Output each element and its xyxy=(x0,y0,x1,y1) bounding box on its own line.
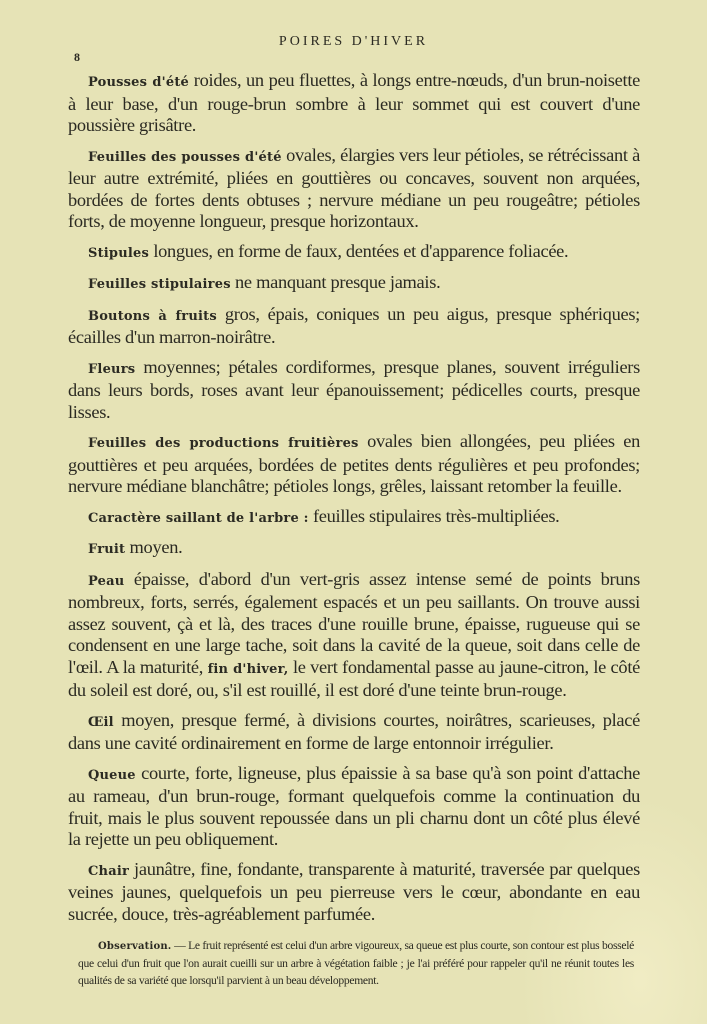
term: Fleurs xyxy=(88,361,136,377)
term: Peau xyxy=(88,573,125,589)
term: Caractère saillant de l'arbre : xyxy=(88,510,309,526)
description: gros, épais, coniques un peu aigus, presque sphériques; écailles d'un marron-noirâtre. xyxy=(68,303,640,347)
term-emphasis: fin d'hiver, xyxy=(207,661,289,677)
paragraph-feuilles-pousses xyxy=(68,145,640,233)
paragraph-stipules xyxy=(68,241,640,265)
page-body xyxy=(68,70,640,997)
description: épaisse, d'abord d'un vert-gris assez intense semé de points bruns nombreux, forts, serrés, également espacés et un peu saillants. On trouve aussi assez souvent, çà et là, des traces d'une rouille brune, épaisse, rugueuse qui se condensent en une large tache, soit dans la cavité de la queue, soit dans celle de l'œil. A la maturité, xyxy=(68,568,640,677)
running-header: POIRES D'HIVER xyxy=(278,34,429,49)
term: Œil xyxy=(88,714,114,730)
paragraph-peau xyxy=(68,569,640,702)
term: Chair xyxy=(88,863,130,879)
term: Fruit xyxy=(88,542,126,557)
paragraph-boutons xyxy=(68,304,640,349)
paragraph-fruit xyxy=(68,537,640,561)
paragraph-pousses xyxy=(68,70,640,137)
term: Feuilles stipulaires xyxy=(88,277,231,292)
description: le vert fondamental passe au jaune-citron, le côté du soleil est doré, ou, s'il est rouillé, il est doré d'une teinte brun-rouge. xyxy=(68,656,640,700)
description: moyennes; pétales cordiformes, presque planes, souvent irréguliers dans leurs bords, roses avant leur épanouissement; pédicelles courts, presque lisses. xyxy=(68,356,640,422)
description: jaunâtre, fine, fondante, transparente à maturité, traversée par quelques veines jaunes, quelquefois un peu pierreuse vers le cœur, abondante en eau sucrée, douce, très-agréablement parfumée. xyxy=(68,858,640,924)
description: moyen. xyxy=(125,537,183,557)
term: Observation. xyxy=(98,941,172,952)
term: Queue xyxy=(88,767,136,783)
description: courte, forte, ligneuse, plus épaissie à sa base qu'à son point d'attache au rameau, d'un brun-rouge, formant quelquefois comme la continuation du fruit, mais le plus souvent repoussée dans un pli charnu dont un côté plus élevé la rejette un peu obliquement. xyxy=(68,762,640,849)
description: longues, en forme de faux, dentées et d'apparence foliacée. xyxy=(149,240,569,261)
paragraph-oeil xyxy=(68,710,640,755)
description: roides, un peu fluettes, à longs entre-nœuds, d'un brun-noisette à leur base, d'un rouge-brun sombre à leur sommet qui est couvert d'une poussière grisâtre. xyxy=(68,70,640,135)
paragraph-fleurs xyxy=(68,357,640,424)
term: Feuilles des productions fruitières xyxy=(88,436,359,451)
description: feuilles stipulaires très-multipliées. xyxy=(308,505,560,526)
paragraph-caractere xyxy=(68,506,640,530)
page-number: 8 xyxy=(74,50,80,64)
paragraph-queue xyxy=(68,763,640,851)
description: ne manquant presque jamais. xyxy=(230,272,441,292)
paragraph-feuilles-productions xyxy=(68,431,640,498)
description: moyen, presque fermé, à divisions courtes, noirâtres, scarieuses, placé dans une cavité ordinairement en forme de large entonnoir irrégulier. xyxy=(68,709,640,753)
term: Feuilles des pousses d'été xyxy=(88,149,282,165)
term: Stipules xyxy=(88,245,150,261)
term: Boutons à fruits xyxy=(88,308,217,324)
description: ovales bien allongées, peu pliées en gouttières et peu arquées, bordées de petites dents régulières et peu profondes; nervure médiane blanchâtre; pétioles longs, grêles, laissant retomber la feuille. xyxy=(68,431,640,496)
paragraph-chair xyxy=(68,859,640,926)
description: — Le fruit représenté est celui d'un arbre vigoureux, sa queue est plus courte, son contour est plus bosselé que celui d'un fruit que l'on aurait cueilli sur un arbre à végétation faible ; je l'ai préféré pour rappeler qu'il ne réunit toutes les qualités de sa variété que lorsqu'il parvient à un beau développement. xyxy=(78,939,634,987)
term: Pousses d'été xyxy=(88,75,190,90)
paragraph-feuilles-stipulaires xyxy=(68,272,640,296)
observation-note xyxy=(68,937,640,989)
description: ovales, élargies vers leur pétioles, se rétrécissant à leur autre extrémité, pliées en gouttières ou concaves, souvent non arquées, bordées de fortes dents obtuses ; nervure médiane un peu rougeâtre; pétioles forts, de moyenne longueur, presque horizontaux. xyxy=(68,144,640,231)
